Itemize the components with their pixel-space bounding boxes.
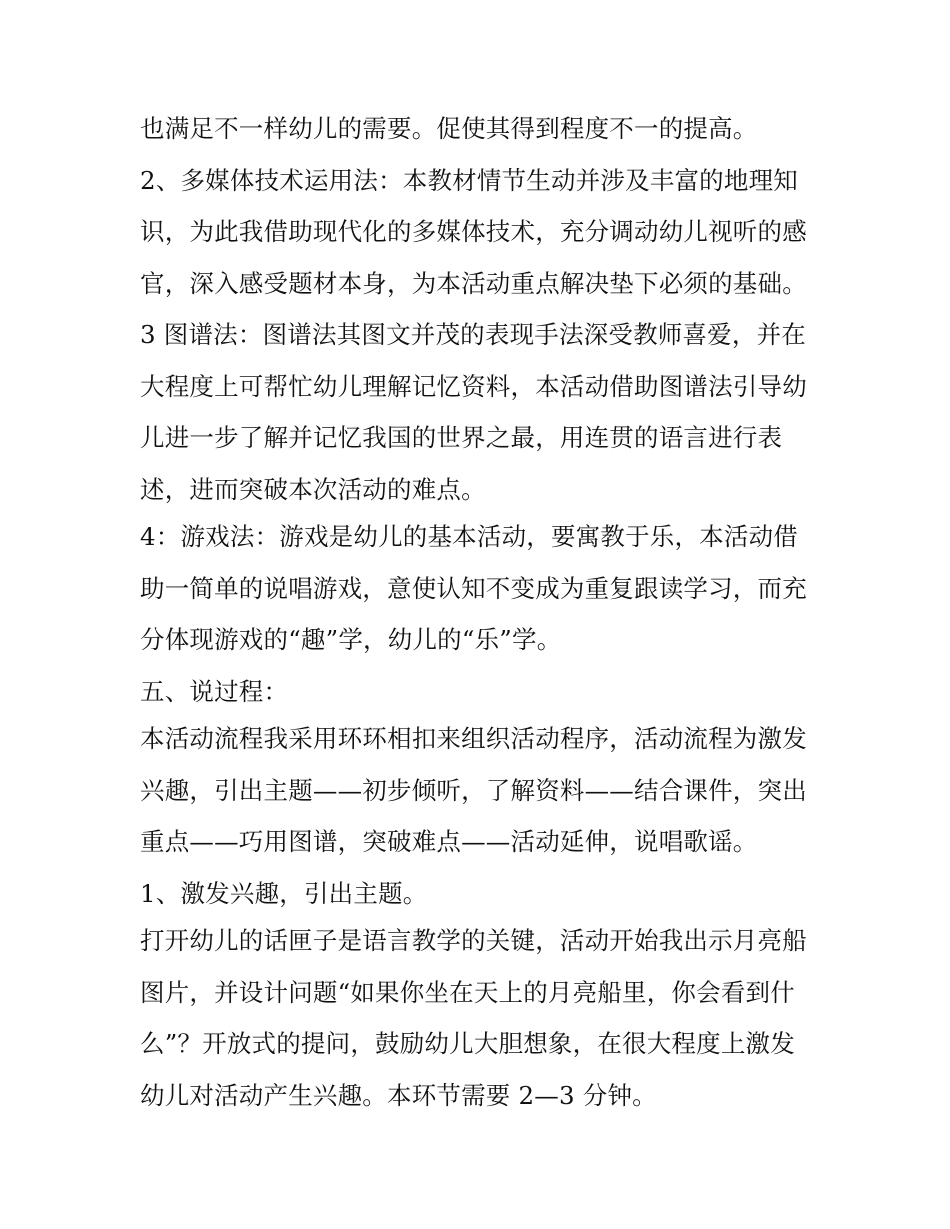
text-line: 幼儿对活动产生兴趣。本环节需要 2—3 分钟。 (140, 1081, 657, 1110)
text-line: 兴趣，引出主题——初步倾听，了解资料——结合课件，突出 (140, 776, 807, 805)
text-line: 儿进一步了解并记忆我国的世界之最，用连贯的语言进行表 (140, 423, 783, 452)
text-line: 图片，并设计问题“如果你坐在天上的月亮船里，你会看到什 (140, 978, 795, 1007)
subsection-heading: 1、激发兴趣，引出主题。 (140, 879, 428, 908)
text-line: 大程度上可帮忙幼儿理解记忆资料，本活动借助图谱法引导幼 (140, 372, 807, 401)
text-line: 2、多媒体技术运用法：本教材情节生动并涉及丰富的地理知 (140, 166, 798, 195)
text-line: 也满足不一样幼儿的需要。促使其得到程度不一的提高。 (140, 114, 758, 143)
text-line: 重点——巧用图谱，突破难点——活动延伸，说唱歌谣。 (140, 827, 758, 856)
text-line: 本活动流程我采用环环相扣来组织活动程序，活动流程为激发 (140, 724, 807, 753)
text-line: 分体现游戏的“趣”学，幼儿的“乐”学。 (140, 625, 562, 654)
text-line: 3 图谱法：图谱法其图文并茂的表现手法深受教师喜爱，并在 (140, 320, 806, 349)
text-line: 打开幼儿的话匣子是语言教学的关键，活动开始我出示月亮船 (140, 926, 807, 955)
text-line: 4：游戏法：游戏是幼儿的基本活动，要寓教于乐，本活动借 (140, 522, 798, 551)
text-line: 官，深入感受题材本身，为本活动重点解决垫下必须的基础。 (140, 269, 807, 298)
text-line: 识，为此我借助现代化的多媒体技术，充分调动幼儿视听的感 (140, 217, 807, 246)
section-heading: 五、说过程： (140, 677, 289, 706)
text-line: 助一简单的说唱游戏，意使认知不变成为重复跟读学习，而充 (140, 574, 807, 603)
text-line: 述，进而突破本次活动的难点。 (140, 475, 486, 504)
text-line: 么”？开放式的提问，鼓励幼儿大胆想象，在很大程度上激发 (140, 1029, 795, 1058)
